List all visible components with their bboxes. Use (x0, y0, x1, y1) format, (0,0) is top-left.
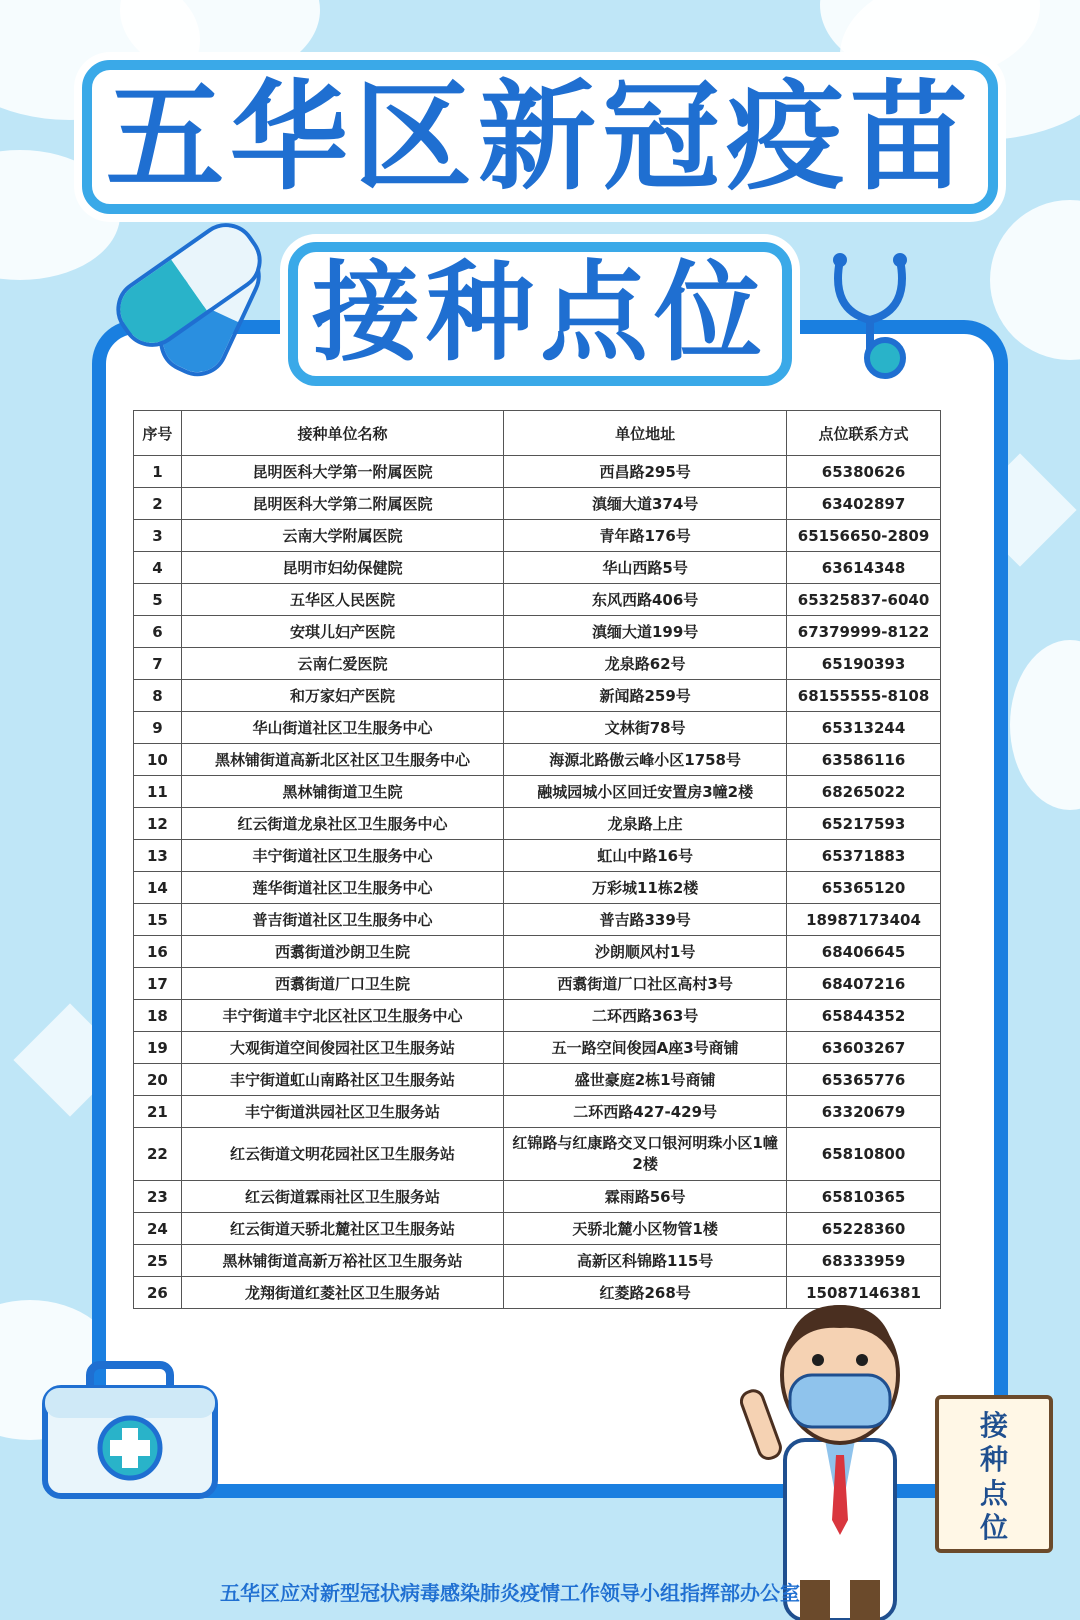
cell-contact: 65325837-6040 (787, 584, 941, 616)
cell-site-name: 西翥街道厂口卫生院 (181, 968, 503, 1000)
cell-site-name: 黑林铺街道高新万裕社区卫生服务站 (181, 1245, 503, 1277)
cell-site-name: 红云街道文明花园社区卫生服务站 (181, 1128, 503, 1181)
cell-address: 华山西路5号 (504, 552, 787, 584)
cell-site-name: 昆明市妇幼保健院 (181, 552, 503, 584)
table-row (134, 584, 941, 616)
cell-site-name: 红云街道天骄北麓社区卫生服务站 (181, 1213, 503, 1245)
table-row (134, 1064, 941, 1096)
cell-address: 龙泉路上庄 (504, 808, 787, 840)
table-row (134, 616, 941, 648)
cell-address: 五一路空间俊园A座3号商铺 (504, 1032, 787, 1064)
table-row (134, 968, 941, 1000)
cell-number: 1 (134, 456, 182, 488)
cell-number: 7 (134, 648, 182, 680)
cell-site-name: 昆明医科大学第一附属医院 (181, 456, 503, 488)
cell-contact: 63320679 (787, 1096, 941, 1128)
poster-title (0, 60, 1080, 386)
cell-site-name: 黑林铺街道卫生院 (181, 776, 503, 808)
cell-address: 海源北路傲云峰小区1758号 (504, 744, 787, 776)
cell-number: 2 (134, 488, 182, 520)
cell-address: 普吉路339号 (504, 904, 787, 936)
cell-contact: 63603267 (787, 1032, 941, 1064)
header-site-name: 接种单位名称 (181, 411, 503, 456)
cell-contact: 68406645 (787, 936, 941, 968)
header-number: 序号 (134, 411, 182, 456)
cell-site-name: 丰宁街道虹山南路社区卫生服务站 (181, 1064, 503, 1096)
table-row (134, 1096, 941, 1128)
cell-contact: 68407216 (787, 968, 941, 1000)
cell-contact: 68333959 (787, 1245, 941, 1277)
cell-address: 新闻路259号 (504, 680, 787, 712)
cell-contact: 65380626 (787, 456, 941, 488)
medical-kit-icon (40, 1360, 220, 1500)
cell-contact: 65844352 (787, 1000, 941, 1032)
cell-site-name: 云南大学附属医院 (181, 520, 503, 552)
cell-address: 青年路176号 (504, 520, 787, 552)
table-row (134, 776, 941, 808)
cell-address: 滇缅大道374号 (504, 488, 787, 520)
table-row (134, 456, 941, 488)
header-contact: 点位联系方式 (787, 411, 941, 456)
table-row (134, 552, 941, 584)
cell-address: 滇缅大道199号 (504, 616, 787, 648)
cell-number: 12 (134, 808, 182, 840)
sign-text: 接 种 点 位 (979, 1409, 1008, 1544)
cell-address: 高新区科锦路115号 (504, 1245, 787, 1277)
cell-number: 20 (134, 1064, 182, 1096)
cell-address: 万彩城11栋2楼 (504, 872, 787, 904)
table-row (134, 1213, 941, 1245)
cell-contact: 63402897 (787, 488, 941, 520)
cell-address: 西昌路295号 (504, 456, 787, 488)
table-row (134, 1128, 941, 1181)
cell-number: 21 (134, 1096, 182, 1128)
cell-number: 14 (134, 872, 182, 904)
cell-contact: 65190393 (787, 648, 941, 680)
cell-site-name: 安琪儿妇产医院 (181, 616, 503, 648)
cell-number: 9 (134, 712, 182, 744)
cell-number: 4 (134, 552, 182, 584)
cloud-decoration (1010, 640, 1080, 810)
title-line-1: 五华区新冠疫苗 (82, 60, 998, 214)
cell-site-name: 丰宁街道洪园社区卫生服务站 (181, 1096, 503, 1128)
cell-address: 东风西路406号 (504, 584, 787, 616)
cell-number: 3 (134, 520, 182, 552)
table-row (134, 840, 941, 872)
table-row (134, 1032, 941, 1064)
cell-number: 5 (134, 584, 182, 616)
footer-issuer (220, 1577, 840, 1606)
cell-site-name: 红云街道霖雨社区卫生服务站 (181, 1181, 503, 1213)
cell-address: 西翥街道厂口社区高村3号 (504, 968, 787, 1000)
cell-contact: 65371883 (787, 840, 941, 872)
cell-number: 13 (134, 840, 182, 872)
table-row (134, 1245, 941, 1277)
table-row (134, 936, 941, 968)
cell-address: 红菱路268号 (504, 1277, 787, 1309)
cell-number: 11 (134, 776, 182, 808)
table-row (134, 904, 941, 936)
cell-address: 红锦路与红康路交叉口银河明珠小区1幢2楼 (504, 1128, 787, 1181)
doctor-illustration (740, 1280, 940, 1620)
cell-site-name: 云南仁爱医院 (181, 648, 503, 680)
header-address: 单位地址 (504, 411, 787, 456)
table-header-row (134, 411, 941, 456)
table-row (134, 520, 941, 552)
cell-contact: 65365776 (787, 1064, 941, 1096)
table-row (134, 488, 941, 520)
cell-site-name: 普吉街道社区卫生服务中心 (181, 904, 503, 936)
table-body (134, 456, 941, 1309)
cell-number: 16 (134, 936, 182, 968)
cell-contact: 65810365 (787, 1181, 941, 1213)
cell-site-name: 五华区人民医院 (181, 584, 503, 616)
table-row (134, 744, 941, 776)
cell-number: 17 (134, 968, 182, 1000)
cell-number: 8 (134, 680, 182, 712)
cell-number: 6 (134, 616, 182, 648)
cell-contact: 65810800 (787, 1128, 941, 1181)
cell-number: 18 (134, 1000, 182, 1032)
cell-contact: 65156650-2809 (787, 520, 941, 552)
cell-site-name: 黑林铺街道高新北区社区卫生服务中心 (181, 744, 503, 776)
cell-address: 龙泉路62号 (504, 648, 787, 680)
table-row (134, 648, 941, 680)
cell-site-name: 和万家妇产医院 (181, 680, 503, 712)
cell-contact: 65365120 (787, 872, 941, 904)
cell-address: 二环西路363号 (504, 1000, 787, 1032)
cell-address: 天骄北麓小区物管1楼 (504, 1213, 787, 1245)
cell-number: 19 (134, 1032, 182, 1064)
cell-number: 26 (134, 1277, 182, 1309)
cell-contact: 15087146381 (787, 1277, 941, 1309)
table-row (134, 1000, 941, 1032)
cell-contact: 68265022 (787, 776, 941, 808)
cell-address: 二环西路427-429号 (504, 1096, 787, 1128)
table-row (134, 712, 941, 744)
cell-site-name: 莲华街道社区卫生服务中心 (181, 872, 503, 904)
table-row (134, 1181, 941, 1213)
cell-site-name: 丰宁街道社区卫生服务中心 (181, 840, 503, 872)
cell-contact: 65217593 (787, 808, 941, 840)
cell-contact: 65228360 (787, 1213, 941, 1245)
cell-number: 23 (134, 1181, 182, 1213)
cell-address: 融城园城小区回迁安置房3幢2楼 (504, 776, 787, 808)
cell-contact: 68155555-8108 (787, 680, 941, 712)
cell-site-name: 大观街道空间俊园社区卫生服务站 (181, 1032, 503, 1064)
sign-board (935, 1395, 1053, 1553)
cell-number: 15 (134, 904, 182, 936)
cell-site-name: 红云街道龙泉社区卫生服务中心 (181, 808, 503, 840)
title-line-2: 接种点位 (288, 242, 792, 386)
cell-contact: 65313244 (787, 712, 941, 744)
cell-site-name: 华山街道社区卫生服务中心 (181, 712, 503, 744)
table-row (134, 680, 941, 712)
cell-number: 25 (134, 1245, 182, 1277)
cell-contact: 63586116 (787, 744, 941, 776)
cell-number: 22 (134, 1128, 182, 1181)
cell-address: 盛世豪庭2栋1号商铺 (504, 1064, 787, 1096)
footer-issuer-text: 五华区应对新型冠状病毒感染肺炎疫情工作领导小组指挥部办公室 (220, 1581, 800, 1605)
vaccination-sites-table (133, 410, 941, 1309)
cell-number: 24 (134, 1213, 182, 1245)
cell-address: 霖雨路56号 (504, 1181, 787, 1213)
cell-site-name: 西翥街道沙朗卫生院 (181, 936, 503, 968)
cell-site-name: 龙翔街道红菱社区卫生服务站 (181, 1277, 503, 1309)
cell-address: 沙朗顺风村1号 (504, 936, 787, 968)
cell-address: 虹山中路16号 (504, 840, 787, 872)
cell-contact: 67379999-8122 (787, 616, 941, 648)
cell-contact: 63614348 (787, 552, 941, 584)
cell-number: 10 (134, 744, 182, 776)
cell-site-name: 昆明医科大学第二附属医院 (181, 488, 503, 520)
cell-address: 文林街78号 (504, 712, 787, 744)
table-row (134, 808, 941, 840)
table-row (134, 872, 941, 904)
cell-contact: 18987173404 (787, 904, 941, 936)
cell-site-name: 丰宁街道丰宁北区社区卫生服务中心 (181, 1000, 503, 1032)
